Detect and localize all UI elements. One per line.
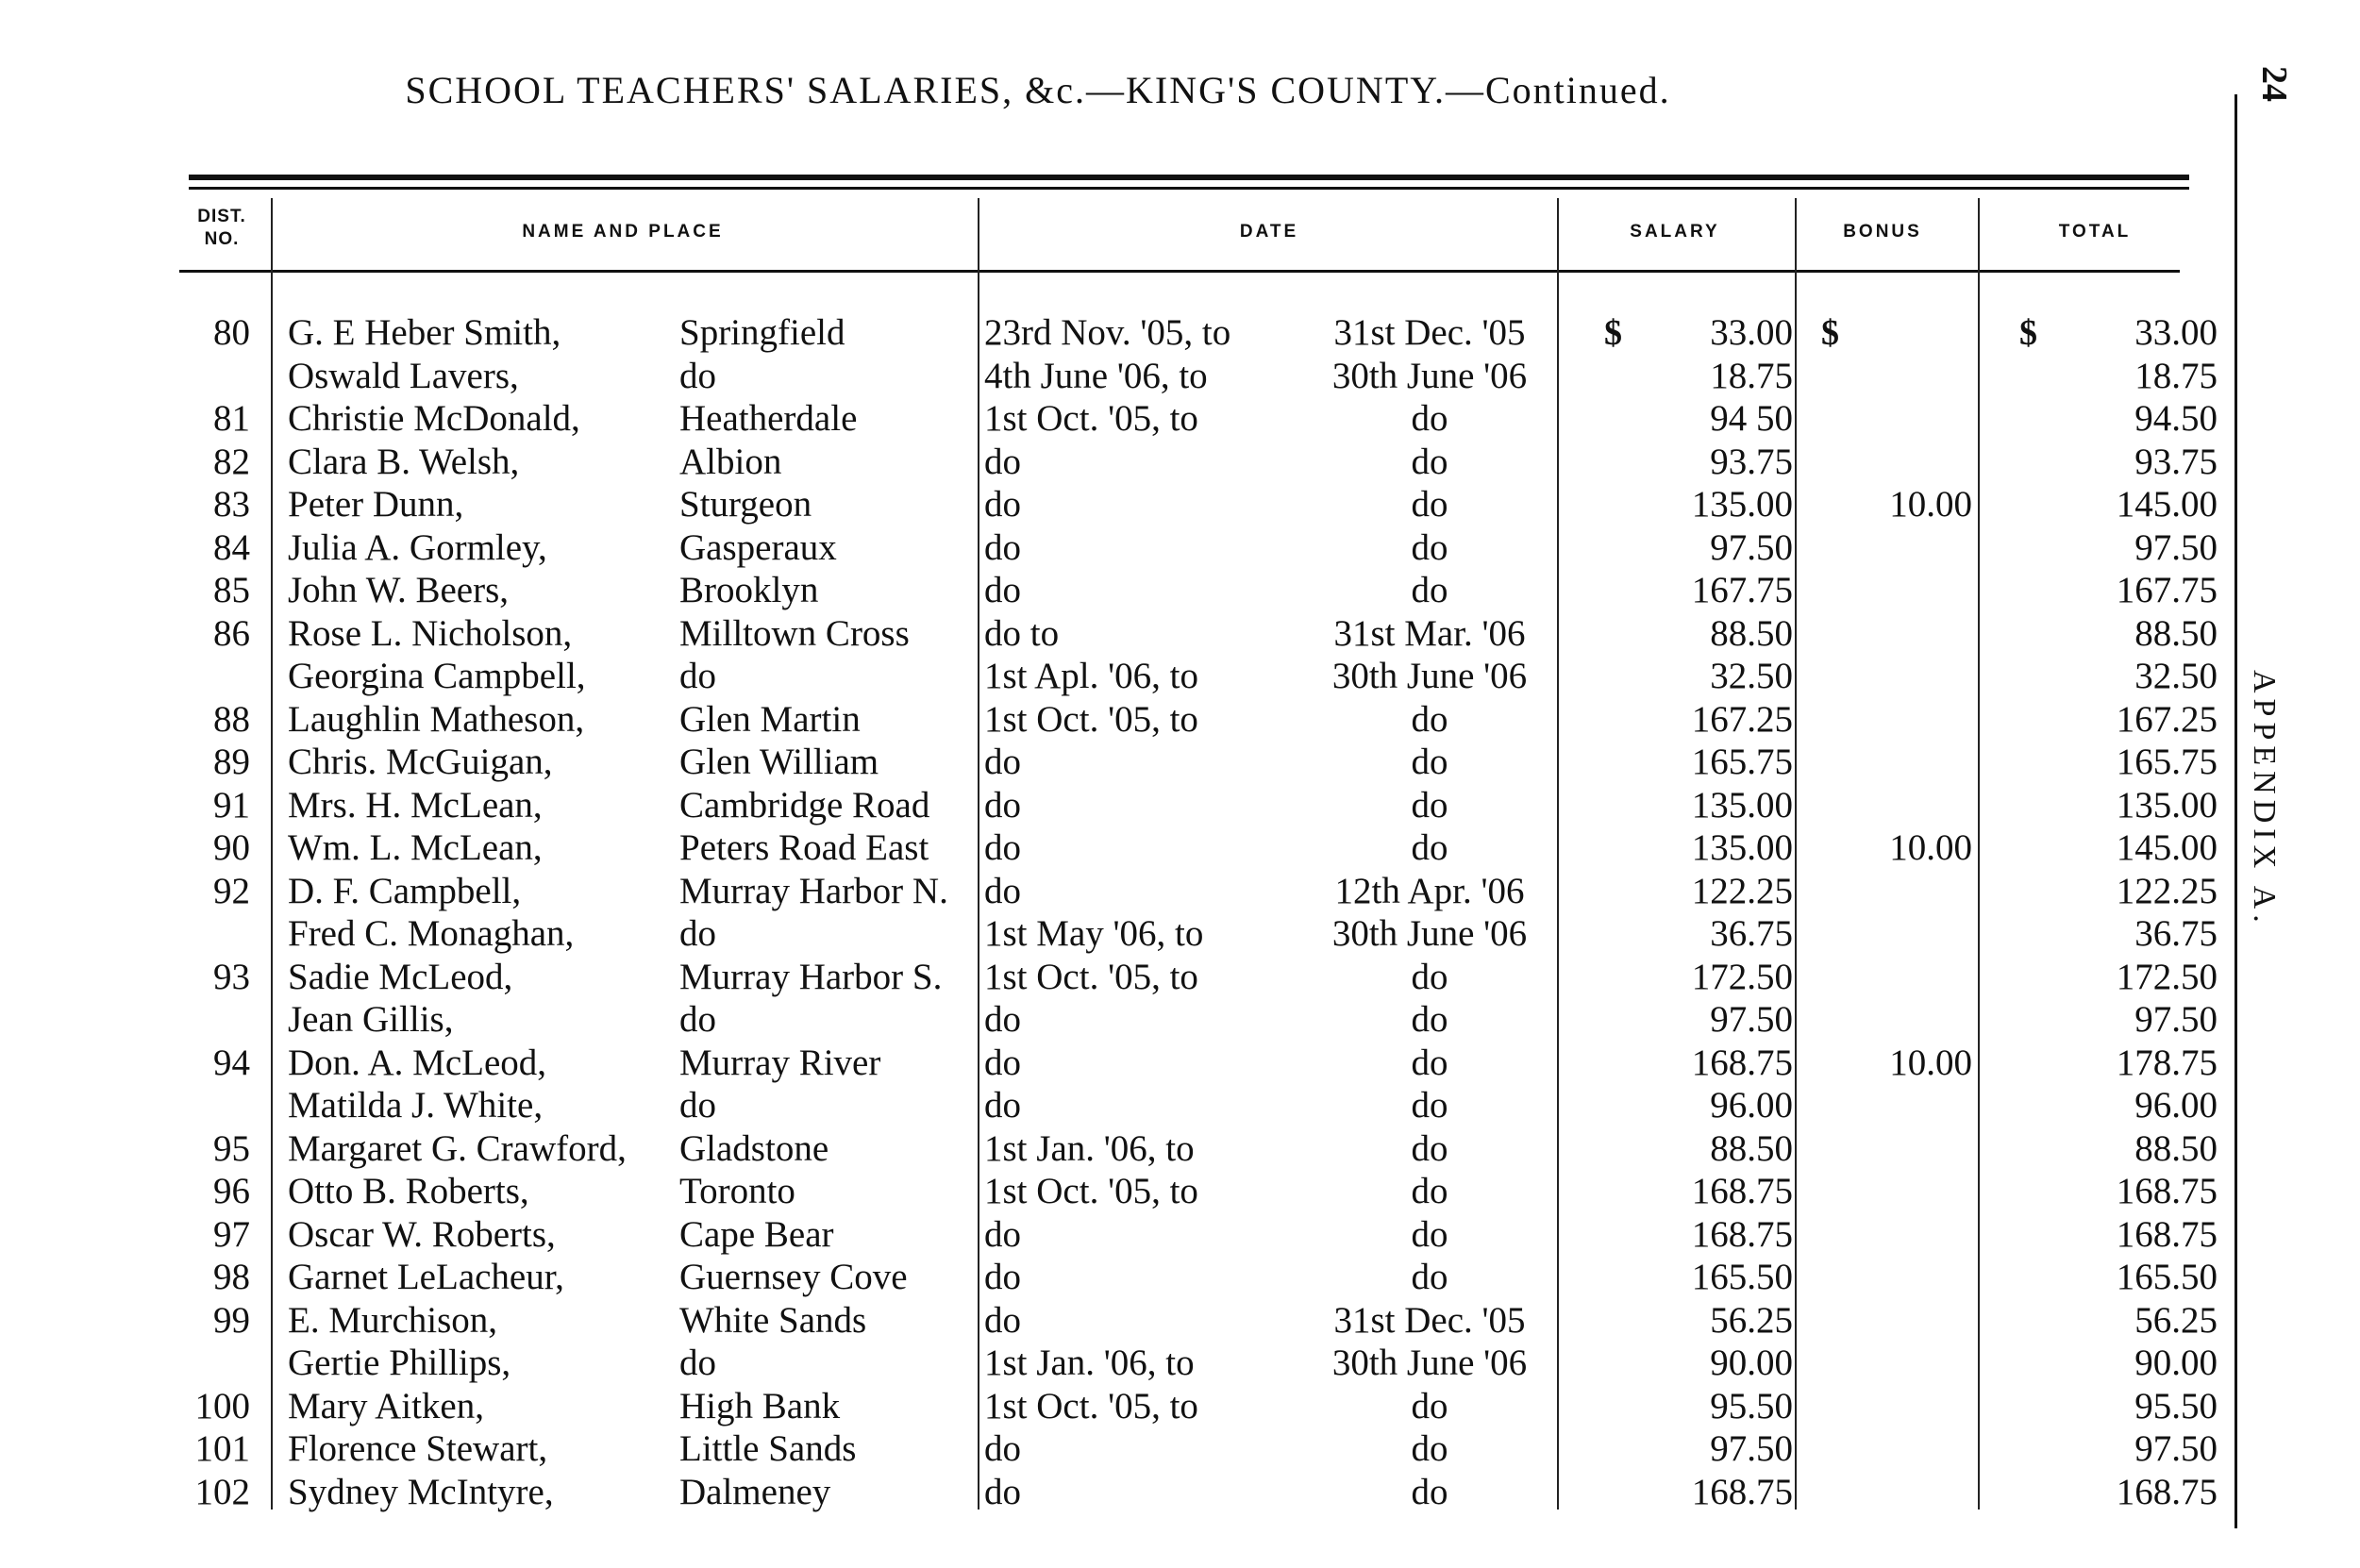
table-row	[0, 698, 2265, 742]
bonus-cell: 10.00	[1889, 827, 1972, 868]
table-top-rule-thin	[189, 187, 2189, 190]
total-cell: 167.75	[2116, 570, 2218, 610]
dist-no-cell: 86	[213, 612, 250, 654]
header-dist-line2: NO.	[204, 229, 240, 249]
teacher-name-cell: Jean Gillis,	[288, 999, 454, 1040]
teacher-name-cell: Fred C. Monaghan,	[288, 913, 575, 954]
date-to-cell: do	[1411, 784, 1448, 826]
table-row	[0, 912, 2265, 956]
date-to-cell: do	[1411, 484, 1448, 525]
total-cell: 90.00	[2134, 1343, 2218, 1383]
place-cell: do	[679, 999, 716, 1040]
dist-no-cell: 89	[213, 742, 250, 782]
table-row	[0, 569, 2265, 612]
appendix-label: APPENDIX A.	[2247, 670, 2282, 928]
date-from-cell: 23rd Nov. '05, to	[984, 312, 1231, 353]
date-from-cell: do	[984, 441, 1021, 482]
currency-symbol-bonus: $	[1821, 313, 1839, 353]
total-cell: 93.75	[2134, 441, 2218, 482]
place-cell: do	[679, 913, 716, 954]
salary-cell: 135.00	[1691, 484, 1793, 525]
header-bonus: BONUS	[1843, 222, 1922, 242]
date-from-cell: 1st Apl. '06, to	[984, 656, 1198, 696]
salary-cell: 167.25	[1691, 698, 1793, 740]
teacher-name-cell: Otto B. Roberts,	[288, 1171, 529, 1211]
total-cell: 32.50	[2134, 656, 2218, 696]
total-cell: 122.25	[2116, 870, 2218, 911]
salary-cell: 172.50	[1691, 956, 1793, 997]
date-to-cell: do	[1411, 1042, 1448, 1083]
date-to-cell: 30th June '06	[1331, 1343, 1528, 1383]
teacher-name-cell: Margaret G. Crawford,	[288, 1127, 627, 1169]
table-header-bottom-rule	[179, 270, 2180, 273]
date-from-cell: do	[984, 1471, 1021, 1512]
total-cell: 135.00	[2116, 784, 2218, 826]
table-row	[0, 1213, 2265, 1257]
date-from-cell: 1st May '06, to	[984, 913, 1204, 954]
total-cell: 18.75	[2134, 355, 2218, 396]
place-cell: do	[679, 1085, 716, 1126]
total-cell: 97.50	[2134, 999, 2218, 1040]
teacher-name-cell: Christie McDonald,	[288, 398, 580, 439]
table-row	[0, 355, 2265, 398]
teacher-name-cell: Don. A. McLeod,	[288, 1042, 547, 1083]
total-cell: 168.75	[2116, 1471, 2218, 1512]
table-row	[0, 1427, 2265, 1471]
date-to-cell: do	[1411, 526, 1448, 568]
salary-cell: 97.50	[1710, 526, 1793, 568]
total-cell: 168.75	[2116, 1213, 2218, 1255]
total-cell: 94.50	[2134, 398, 2218, 439]
date-to-cell: do	[1411, 698, 1448, 740]
currency-symbol-total: $	[2019, 313, 2037, 353]
date-from-cell: do	[984, 870, 1021, 911]
table-row	[0, 1256, 2265, 1299]
table-row	[0, 1042, 2265, 1085]
total-cell: 172.50	[2116, 956, 2218, 997]
date-from-cell: do	[984, 999, 1021, 1040]
date-from-cell: do	[984, 1042, 1021, 1083]
salary-cell: 167.75	[1691, 570, 1793, 610]
salary-cell: 168.75	[1691, 1171, 1793, 1211]
date-to-cell: do	[1411, 1385, 1448, 1426]
salary-cell: 36.75	[1710, 913, 1793, 954]
place-cell: Heatherdale	[679, 398, 858, 439]
place-cell: Guernsey Cove	[679, 1257, 908, 1297]
table-row	[0, 397, 2265, 441]
total-cell: 88.50	[2134, 1127, 2218, 1169]
table-row	[0, 1471, 2265, 1514]
date-from-cell: do	[984, 1213, 1021, 1255]
date-to-cell: 30th June '06	[1331, 355, 1528, 396]
dist-no-cell: 80	[213, 312, 250, 353]
salary-cell: 33.00	[1710, 312, 1793, 353]
dist-no-cell: 97	[213, 1213, 250, 1255]
date-to-cell: do	[1411, 1085, 1448, 1126]
teacher-name-cell: Florence Stewart,	[288, 1428, 548, 1469]
salary-cell: 168.75	[1691, 1042, 1793, 1083]
table-row	[0, 784, 2265, 827]
teacher-name-cell: Laughlin Matheson,	[288, 698, 585, 740]
teacher-name-cell: Gertie Phillips,	[288, 1343, 511, 1383]
date-to-cell: 30th June '06	[1331, 913, 1528, 954]
table-row	[0, 483, 2265, 526]
salary-cell: 135.00	[1691, 827, 1793, 868]
teacher-name-cell: Georgina Campbell,	[288, 656, 586, 696]
date-to-cell: 31st Dec. '05	[1333, 312, 1526, 353]
date-from-cell: do	[984, 484, 1021, 525]
currency-symbol-salary: $	[1604, 313, 1622, 353]
date-to-cell: do	[1411, 827, 1448, 868]
teacher-name-cell: E. Murchison,	[288, 1299, 498, 1341]
date-from-cell: do	[984, 570, 1021, 610]
salary-cell: 97.50	[1710, 999, 1793, 1040]
table-row	[0, 741, 2265, 784]
dist-no-cell: 85	[213, 570, 250, 610]
table-row	[0, 655, 2265, 698]
table-row	[0, 311, 2265, 355]
salary-cell: 165.75	[1691, 742, 1793, 782]
place-cell: Toronto	[679, 1171, 795, 1211]
teacher-name-cell: Mary Aitken,	[288, 1385, 484, 1426]
teacher-name-cell: Peter Dunn,	[288, 484, 464, 525]
teacher-name-cell: Sydney McIntyre,	[288, 1471, 554, 1512]
date-from-cell: do	[984, 1257, 1021, 1297]
date-from-cell: 1st Oct. '05, to	[984, 956, 1198, 997]
date-from-cell: do	[984, 1299, 1021, 1341]
dist-no-cell: 95	[213, 1127, 250, 1169]
dist-no-cell: 94	[213, 1042, 250, 1083]
page-title: SCHOOL TEACHERS' SALARIES, &c.—KING'S COUNTY.—Continued.	[405, 69, 1671, 111]
date-from-cell: do	[984, 1085, 1021, 1126]
bonus-cell: 10.00	[1889, 484, 1972, 525]
place-cell: Cape Bear	[679, 1213, 834, 1255]
salary-cell: 122.25	[1691, 870, 1793, 911]
table-row	[0, 441, 2265, 484]
table-row	[0, 1342, 2265, 1385]
teacher-name-cell: Oswald Lavers,	[288, 355, 519, 396]
total-cell: 97.50	[2134, 526, 2218, 568]
date-to-cell: do	[1411, 1171, 1448, 1211]
place-cell: Albion	[679, 441, 782, 482]
page-number: 24	[2254, 66, 2294, 102]
place-cell: do	[679, 656, 716, 696]
table-row	[0, 526, 2265, 570]
total-cell: 145.00	[2116, 484, 2218, 525]
place-cell: Brooklyn	[679, 570, 819, 610]
date-from-cell: do	[984, 742, 1021, 782]
place-cell: Murray River	[679, 1042, 881, 1083]
total-cell: 165.50	[2116, 1257, 2218, 1297]
table-row	[0, 1299, 2265, 1343]
salary-cell: 95.50	[1710, 1385, 1793, 1426]
teacher-name-cell: Chris. McGuigan,	[288, 742, 553, 782]
teacher-name-cell: Mrs. H. McLean,	[288, 784, 543, 826]
total-cell: 168.75	[2116, 1171, 2218, 1211]
date-from-cell: 1st Oct. '05, to	[984, 398, 1198, 439]
date-to-cell: do	[1411, 570, 1448, 610]
bonus-cell: 10.00	[1889, 1042, 1972, 1083]
salary-cell: 32.50	[1710, 656, 1793, 696]
teacher-name-cell: Matilda J. White,	[288, 1085, 544, 1126]
teacher-name-cell: Wm. L. McLean,	[288, 827, 543, 868]
salary-cell: 18.75	[1710, 355, 1793, 396]
teacher-name-cell: G. E Heber Smith,	[288, 312, 561, 353]
salary-cell: 168.75	[1691, 1213, 1793, 1255]
dist-no-cell: 84	[213, 526, 250, 568]
salary-cell: 96.00	[1710, 1085, 1793, 1126]
dist-no-cell: 101	[194, 1428, 250, 1469]
header-salary: SALARY	[1630, 222, 1720, 242]
date-to-cell: do	[1411, 1127, 1448, 1169]
header-name-and-place: NAME AND PLACE	[522, 222, 724, 242]
total-cell: 97.50	[2134, 1428, 2218, 1469]
date-to-cell: do	[1411, 956, 1448, 997]
table-row	[0, 998, 2265, 1042]
table-row	[0, 826, 2265, 870]
place-cell: Glen William	[679, 742, 879, 782]
total-cell: 167.25	[2116, 698, 2218, 740]
place-cell: Little Sands	[679, 1428, 857, 1469]
date-to-cell: 31st Mar. '06	[1333, 612, 1526, 654]
dist-no-cell: 102	[194, 1471, 250, 1512]
dist-no-cell: 92	[213, 870, 250, 911]
date-from-cell: 1st Oct. '05, to	[984, 1171, 1198, 1211]
teacher-name-cell: Clara B. Welsh,	[288, 441, 520, 482]
table-top-rule-thick	[189, 175, 2189, 180]
teacher-name-cell: John W. Beers,	[288, 570, 509, 610]
place-cell: Springfield	[679, 312, 845, 353]
date-to-cell: do	[1411, 1471, 1448, 1512]
date-from-cell: do	[984, 784, 1021, 826]
dist-no-cell: 81	[213, 398, 250, 439]
total-cell: 165.75	[2116, 742, 2218, 782]
date-to-cell: do	[1411, 1257, 1448, 1297]
date-to-cell: do	[1411, 1428, 1448, 1469]
header-dist-line1: DIST.	[197, 207, 246, 226]
dist-no-cell: 100	[194, 1385, 250, 1426]
date-to-cell: 31st Dec. '05	[1333, 1299, 1526, 1341]
table-row	[0, 1127, 2265, 1171]
place-cell: Cambridge Road	[679, 784, 930, 826]
total-cell: 88.50	[2134, 612, 2218, 654]
place-cell: Murray Harbor S.	[679, 956, 943, 997]
place-cell: Dalmeney	[679, 1471, 831, 1512]
teacher-name-cell: D. F. Campbell,	[288, 870, 522, 911]
date-to-cell: do	[1411, 398, 1448, 439]
dist-no-cell: 83	[213, 484, 250, 525]
place-cell: do	[679, 355, 716, 396]
dist-no-cell: 96	[213, 1171, 250, 1211]
date-from-cell: do	[984, 526, 1021, 568]
header-dist-no	[179, 206, 264, 251]
teacher-name-cell: Sadie McLeod,	[288, 956, 513, 997]
dist-no-cell: 82	[213, 441, 250, 482]
dist-no-cell: 91	[213, 784, 250, 826]
salary-cell: 165.50	[1691, 1257, 1793, 1297]
teacher-name-cell: Oscar W. Roberts,	[288, 1213, 556, 1255]
date-from-cell: 4th June '06, to	[984, 355, 1208, 396]
header-total: TOTAL	[2058, 222, 2132, 242]
date-to-cell: do	[1411, 1213, 1448, 1255]
date-to-cell: 12th Apr. '06	[1334, 870, 1525, 911]
header-date: DATE	[1239, 222, 1299, 242]
dist-no-cell: 98	[213, 1257, 250, 1297]
dist-no-cell: 99	[213, 1299, 250, 1341]
table-row	[0, 612, 2265, 656]
salary-cell: 56.25	[1710, 1299, 1793, 1341]
place-cell: Gladstone	[679, 1127, 829, 1169]
dist-no-cell: 93	[213, 956, 250, 997]
place-cell: Milltown Cross	[679, 612, 910, 654]
salary-cell: 94 50	[1710, 398, 1793, 439]
total-cell: 145.00	[2116, 827, 2218, 868]
place-cell: Peters Road East	[679, 827, 929, 868]
total-cell: 56.25	[2134, 1299, 2218, 1341]
salary-cell: 168.75	[1691, 1471, 1793, 1512]
dist-no-cell: 90	[213, 827, 250, 868]
date-from-cell: 1st Jan. '06, to	[984, 1343, 1195, 1383]
total-cell: 36.75	[2134, 913, 2218, 954]
date-from-cell: do	[984, 1428, 1021, 1469]
salary-cell: 93.75	[1710, 441, 1793, 482]
place-cell: Gasperaux	[679, 526, 837, 568]
date-to-cell: do	[1411, 742, 1448, 782]
teacher-name-cell: Rose L. Nicholson,	[288, 612, 573, 654]
place-cell: Glen Martin	[679, 698, 861, 740]
total-cell: 96.00	[2134, 1085, 2218, 1126]
date-from-cell: do	[984, 827, 1021, 868]
place-cell: White Sands	[679, 1299, 867, 1341]
salary-cell: 135.00	[1691, 784, 1793, 826]
place-cell: Sturgeon	[679, 484, 812, 525]
place-cell: do	[679, 1343, 716, 1383]
date-to-cell: 30th June '06	[1331, 656, 1528, 696]
salary-cell: 90.00	[1710, 1343, 1793, 1383]
place-cell: Murray Harbor N.	[679, 870, 948, 911]
total-cell: 178.75	[2116, 1042, 2218, 1083]
table-row	[0, 870, 2265, 913]
date-from-cell: 1st Oct. '05, to	[984, 698, 1198, 740]
table-row	[0, 1385, 2265, 1428]
table-row	[0, 1084, 2265, 1127]
teacher-name-cell: Julia A. Gormley,	[288, 526, 547, 568]
salary-cell: 88.50	[1710, 612, 1793, 654]
date-to-cell: do	[1411, 999, 1448, 1040]
salary-table-body	[0, 311, 2265, 1513]
date-from-cell: do to	[984, 612, 1060, 654]
date-to-cell: do	[1411, 441, 1448, 482]
place-cell: High Bank	[679, 1385, 841, 1426]
table-row	[0, 1170, 2265, 1213]
total-cell: 95.50	[2134, 1385, 2218, 1426]
table-row	[0, 956, 2265, 999]
date-from-cell: 1st Jan. '06, to	[984, 1127, 1195, 1169]
dist-no-cell: 88	[213, 698, 250, 740]
salary-cell: 88.50	[1710, 1127, 1793, 1169]
total-cell: 33.00	[2134, 312, 2218, 353]
teacher-name-cell: Garnet LeLacheur,	[288, 1257, 564, 1297]
salary-cell: 97.50	[1710, 1428, 1793, 1469]
date-from-cell: 1st Oct. '05, to	[984, 1385, 1198, 1426]
